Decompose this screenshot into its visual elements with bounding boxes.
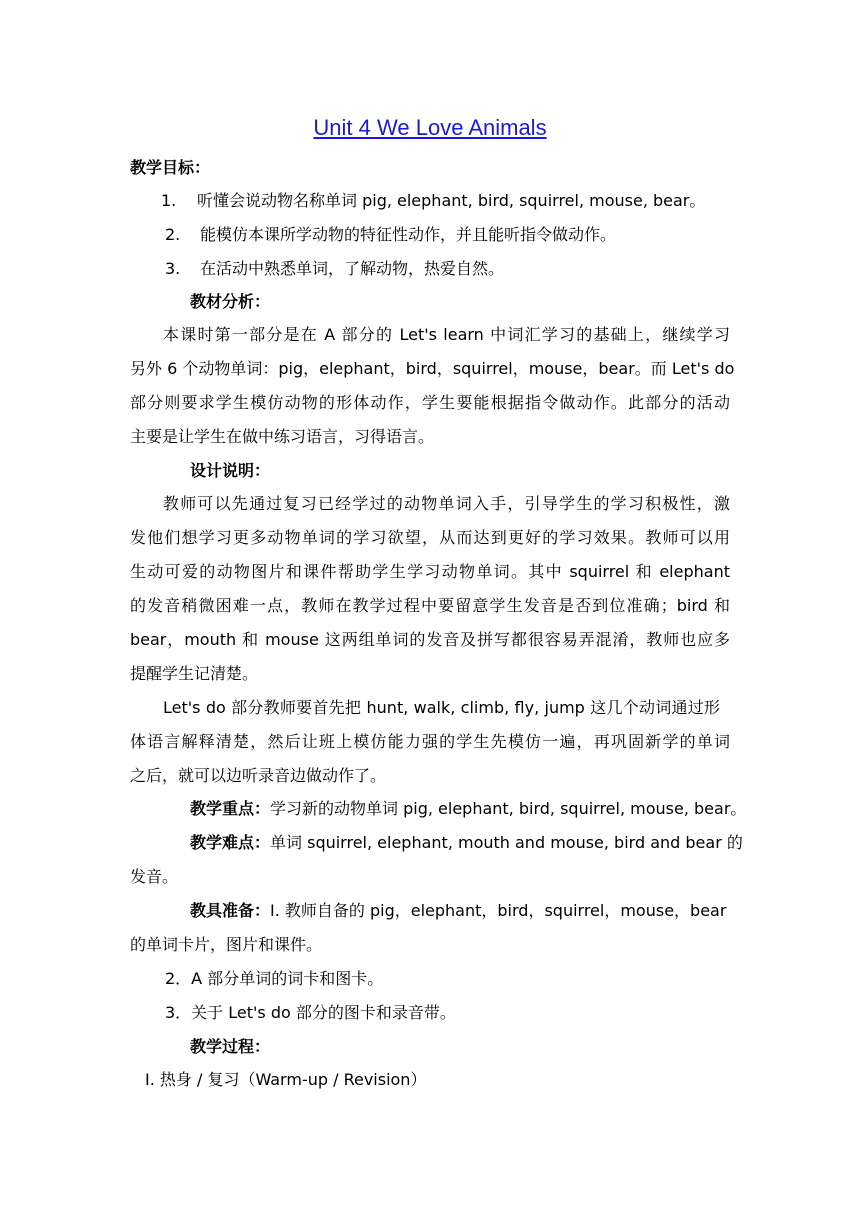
analysis-line: 主要是让学生在做中练习语言，习得语言。 [130, 427, 435, 446]
analysis-heading: 教材分析： [190, 292, 271, 311]
objective-text: 能模仿本课所学动物的特征性动作，并且能听指令做动作。 [200, 225, 617, 244]
letsdo-line: 之后，就可以边听录音边做动作了。 [130, 766, 387, 785]
analysis-line: 部分则要求学生模仿动物的形体动作，学生要能根据指令做动作。此部分的活动 [130, 393, 730, 412]
objective-number: 2. [165, 225, 181, 244]
preparation-item: 2．A 部分单词的词卡和图卡。 [165, 969, 384, 988]
analysis-line: 另外 6 个动物单词：pig，elephant，bird，squirrel，mouse，bear。而 Let's do [130, 359, 735, 378]
key-point-text: 学习新的动物单词 pig, elephant, bird, squirrel, mouse, bear。 [270, 799, 747, 818]
analysis-line: 本课时第一部分是在 A 部分的 Let's learn 中词汇学习的基础上，继续学习 [163, 325, 730, 344]
letsdo-line: 体语言解释清楚，然后让班上模仿能力强的学生先模仿一遍，再巩固新学的单词 [130, 732, 730, 751]
objective-number: 1. [161, 191, 177, 210]
design-heading: 设计说明： [190, 461, 271, 480]
preparation-continuation: 的单词卡片，图片和课件。 [130, 935, 323, 954]
difficulty-continuation: 发音。 [130, 867, 179, 886]
letsdo-line: Let's do 部分教师要首先把 hunt, walk, climb, fly, jump 这几个动词通过形 [163, 698, 720, 717]
preparation-item: 3．关于 Let's do 部分的图卡和录音带。 [165, 1003, 456, 1022]
document-title: Unit 4 We Love Animals [313, 115, 547, 140]
key-point [190, 799, 746, 819]
objective-text: 在活动中熟悉单词，了解动物，热爱自然。 [200, 259, 505, 278]
design-line: 生动可爱的动物图片和课件帮助学生学习动物单词。其中 squirrel 和 elephant [130, 562, 730, 581]
difficulty-label: 教学难点： [190, 833, 271, 852]
design-line: 的发音稍微困难一点，教师在教学过程中要留意学生发音是否到位准确；bird 和 [130, 596, 730, 615]
design-line: 提醒学生记清楚。 [130, 664, 259, 683]
design-line: 教师可以先通过复习已经学过的动物单词入手，引导学生的学习积极性，激 [163, 494, 730, 513]
preparation-text: I. 教师自备的 pig，elephant，bird，squirrel，mouse，bear [270, 901, 727, 920]
preparation [190, 901, 726, 921]
key-point-label: 教学重点： [190, 799, 271, 818]
difficulty-text: 单词 squirrel, elephant, mouth and mouse, bird and bear 的 [270, 833, 743, 852]
process-heading: 教学过程： [190, 1037, 271, 1056]
objective-text: 听懂会说动物名称单词 pig, elephant, bird, squirrel, mouse, bear。 [197, 191, 706, 210]
process-step: I. 热身 / 复习（Warm-up / Revision） [145, 1070, 427, 1089]
objective-number: 3. [165, 259, 181, 278]
difficulty [190, 833, 743, 853]
design-line: bear，mouth 和 mouse 这两组单词的发音及拼写都很容易弄混淆，教师也应多 [130, 630, 730, 649]
design-line: 发他们想学习更多动物单词的学习欲望，从而达到更好的学习效果。教师可以用 [130, 528, 730, 547]
preparation-label: 教具准备： [190, 901, 271, 920]
objectives-heading: 教学目标： [130, 158, 211, 177]
